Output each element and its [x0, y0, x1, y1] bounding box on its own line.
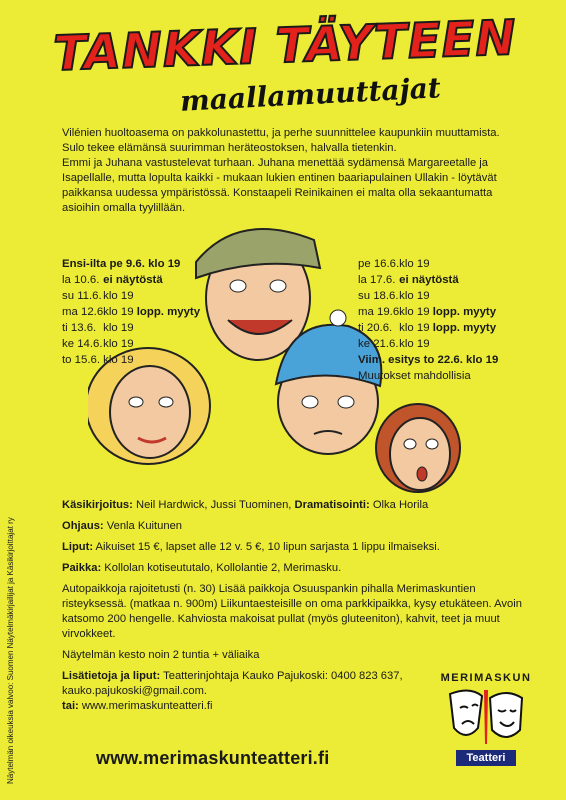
dramatization-label: Dramatisointi: — [294, 499, 370, 511]
schedule-day: to 15.6. — [62, 354, 100, 366]
web-value[interactable]: www.merimaskunteatteri.fi — [78, 700, 213, 712]
place-line — [62, 561, 522, 576]
tickets-line — [62, 540, 522, 555]
script-label: Käsikirjoitus: — [62, 499, 133, 511]
schedule-day: ke 14.6. — [62, 338, 103, 350]
schedule-row — [62, 352, 200, 368]
schedule-day: ti 20.6. — [358, 322, 393, 334]
schedule-row — [358, 288, 498, 304]
intro-paragraph: Emmi ja Juhana vastustelevat turhaan. Juhana menettää sydämensä Margareetalle ja Isapellalle, mutta lopulta kaikki - mukaan lukien entinen baariapulainen Ullakin - löytävät paikkansa uudessa ympäristössä. Konstaapeli Reinikainen ei malta olla sekaantumatta asioihin omalla tyylillään. — [62, 157, 497, 214]
schedule-day: pe 16.6. — [358, 258, 400, 270]
schedule-day: la 10.6. — [62, 274, 100, 286]
schedule-note: lopp. myyty — [136, 306, 201, 318]
tickets-value: Aikuiset 15 €, lapset alle 12 v. 5 €, 10 lipun sarjasta 1 lippu ilmaiseksi. — [93, 541, 440, 553]
schedule-time: klo 19 — [399, 338, 430, 350]
contact-email[interactable]: kauko.pajukoski@gmail.com. — [62, 685, 208, 697]
schedule-row — [358, 336, 498, 352]
place-value: Kollolan kotiseututalo, Kollolantie 2, Merimasku. — [101, 562, 342, 574]
schedule-row — [358, 256, 498, 272]
rights-notice: Näytelmän oikeuksia valvoo: Suomen Näytelmäkirjailijat ja Käsikirjoittajat ry — [6, 517, 15, 784]
parking-text: Autopaikkoja rajoitetusti (n. 30) Lisää paikkoja Osuuspankin pihalla Merimaskuntien risteyksessä. (matkaa n. 900m) Liikuntaesteisille on oma parkkipaikka, kysy etukäteen. Avoin katsomo 200 hengelle. Kahviosta makoisat pullat (myös gluteeniton), kahvit, teet ja muut virvokkeet. — [62, 583, 522, 640]
tickets-label: Liput: — [62, 541, 94, 553]
schedule-day: su 11.6. — [62, 290, 102, 302]
intro-text — [62, 126, 510, 216]
direction-line — [62, 519, 522, 534]
schedule-left — [62, 256, 200, 368]
credits-line — [62, 498, 522, 513]
web-label: tai: — [62, 700, 79, 712]
logo-bottom-text: Teatteri — [456, 750, 516, 766]
theatre-masks-icon — [430, 684, 542, 748]
schedule-day: ti 13.6. — [62, 322, 97, 334]
schedule-row — [358, 304, 498, 320]
schedule-right — [358, 256, 498, 384]
schedule-time: klo 19 — [103, 322, 134, 334]
last-show: Viim. esitys to 22.6. klo 19 — [358, 354, 499, 366]
schedule-row — [62, 304, 200, 320]
schedule-day: ma 12.6. — [62, 306, 107, 318]
direction-label: Ohjaus: — [62, 520, 104, 532]
place-label: Paikka: — [62, 562, 102, 574]
schedule-time: ei näytöstä — [103, 274, 163, 286]
schedule-time: klo 19 — [103, 290, 134, 302]
schedule-time: klo 19 — [399, 306, 430, 318]
schedule-day: su 18.6. — [358, 290, 399, 302]
logo-top-text: MERIMASKUN — [440, 672, 532, 684]
schedule-time: ei näytöstä — [399, 274, 459, 286]
schedule-time: klo 19 — [399, 258, 430, 270]
schedule-row — [62, 272, 200, 288]
schedule-time: klo 19 — [103, 354, 134, 366]
schedule-day: ma 19.6. — [358, 306, 403, 318]
intro-paragraph: Vilénien huoltoasema on pakkolunastettu, ja perhe suunnittelee kaupunkiin muuttamista. Sulo tekee elämänsä suurimman heräteostoksen, halvalla tietenkin. — [62, 127, 500, 154]
schedule-time: klo 19 — [399, 322, 430, 334]
poster-subtitle: maallamuuttajat — [179, 71, 442, 118]
poster-title: TANKKI TÄYTEEN — [52, 9, 518, 83]
schedule-time: klo 19 — [399, 290, 430, 302]
schedule-day: la 17.6. — [358, 274, 396, 286]
dramatization-value: Olka Horila — [369, 499, 429, 511]
schedule-row — [358, 320, 498, 336]
contact-label: Lisätietoja ja liput: — [62, 670, 161, 682]
schedule-row — [62, 320, 200, 336]
duration-text: Näytelmän kesto noin 2 tuntia + väliaika — [62, 649, 260, 661]
changes-note: Muutokset mahdollisia — [358, 370, 471, 382]
schedule-row — [62, 288, 200, 304]
schedule-row — [358, 272, 498, 288]
schedule-note: lopp. myyty — [432, 322, 497, 334]
script-value: Neil Hardwick, Jussi Tuominen, — [132, 499, 295, 511]
website-link[interactable]: www.merimaskunteatteri.fi — [96, 748, 330, 768]
schedule-row — [62, 336, 200, 352]
direction-value: Venla Kuitunen — [103, 520, 183, 532]
premiere-date: Ensi-ilta pe 9.6. klo 19 — [62, 258, 181, 270]
theatre-logo — [430, 672, 542, 772]
schedule-note: lopp. myyty — [432, 306, 497, 318]
contact-value: Teatterinjohtaja Kauko Pajukoski: 0400 823 637, — [160, 670, 403, 682]
schedule-day: ke 21.6. — [358, 338, 399, 350]
schedule-time: klo 19 — [103, 306, 134, 318]
schedule-time: klo 19 — [103, 338, 134, 350]
